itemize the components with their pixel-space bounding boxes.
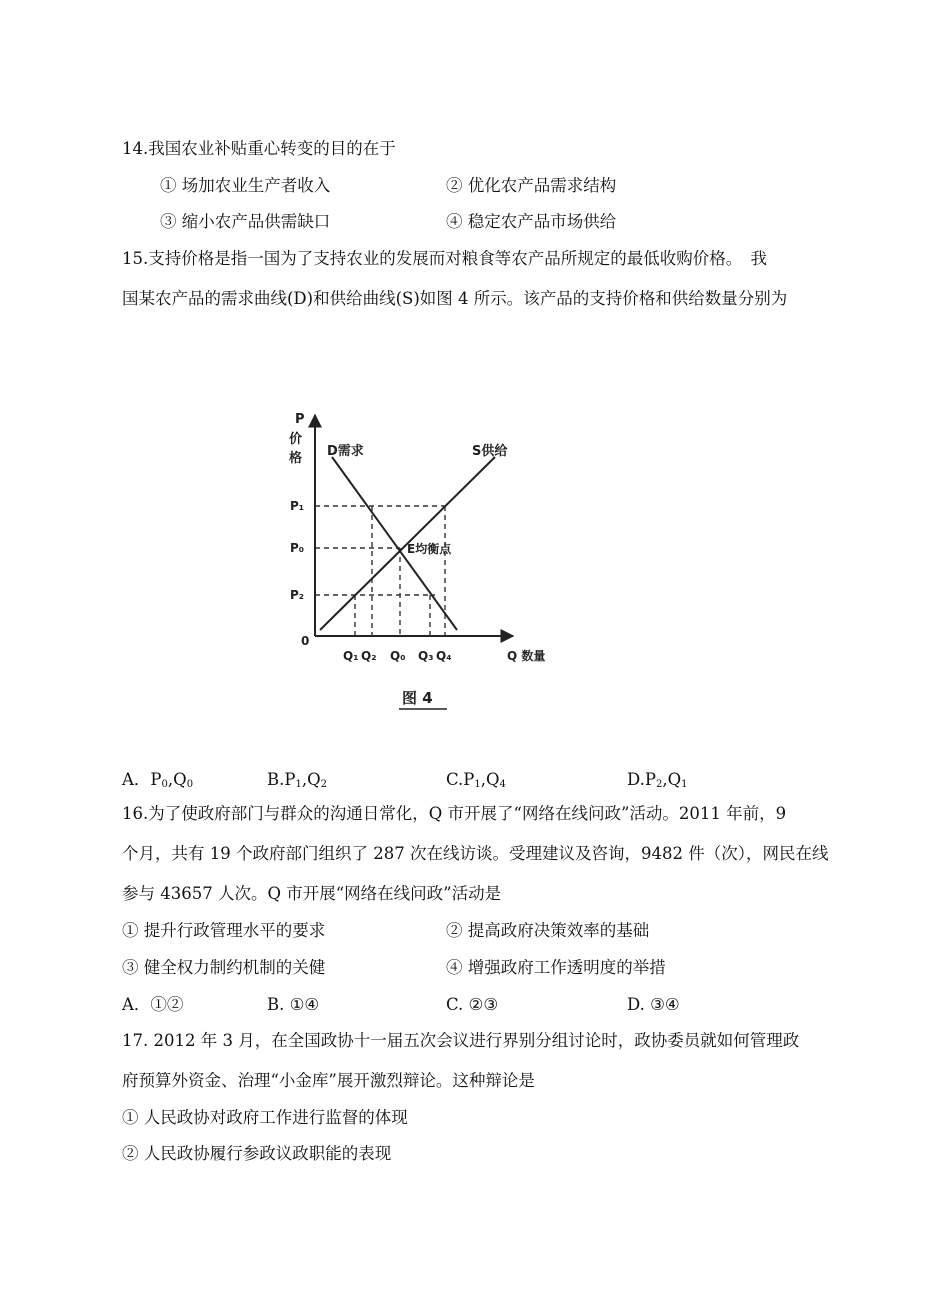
q15-stem-line-2: 国某农产品的需求曲线(D)和供给曲线(S)如图 4 所示。该产品的支持价格和供给数量分别为 — [122, 289, 788, 308]
p2-label: P₂ — [290, 588, 305, 602]
q17-option-1: ① 人民政协对政府工作进行监督的体现 — [122, 1108, 408, 1127]
q16-option-3: ③ 健全权力制约机制的关健 — [122, 958, 326, 977]
q16-stem-line-2: 个月，共有 19 个政府部门组织了 287 次在线访谈。受理建议及咨询，9482 件（次），网民在线 — [122, 844, 829, 863]
q17-stem-line-1: 17. 2012 年 3 月，在全国政协十一届五次会议进行界别分组讨论时，政协委员就如何管理政 — [122, 1031, 800, 1050]
q15-stem-line-1: 15.支持价格是指一国为了支持农业的发展而对粮食等农产品所规定的最低收购价格。 我 — [122, 249, 767, 268]
q16-option-1: ① 提升行政管理水平的要求 — [122, 921, 326, 940]
q16-option-a: A．①② — [122, 995, 184, 1014]
q16-option-d: D. ③④ — [627, 995, 680, 1014]
q14-option-1: ① 场加农业生产者收入 — [160, 176, 331, 195]
q4-label: Q₄ — [436, 649, 452, 663]
equilibrium-label: E均衡点 — [407, 542, 452, 556]
q1-label: Q₁ — [343, 649, 359, 663]
y-axis-label-p: P — [295, 412, 305, 427]
y-axis-label-jia: 价 — [289, 432, 303, 447]
q16-option-4: ④ 增强政府工作透明度的举措 — [446, 958, 666, 977]
q17-stem-line-2: 府预算外资金、治理“小金库”展开激烈辩论。这种辩论是 — [122, 1071, 535, 1090]
q16-option-b: B. ①④ — [267, 995, 320, 1014]
x-axis-label: Q 数量 — [507, 649, 546, 663]
q3-label: Q₃ — [418, 649, 434, 663]
q14-option-2: ② 优化农产品需求结构 — [446, 176, 617, 195]
q14-option-4: ④ 稳定农产品市场供给 — [446, 212, 617, 231]
p0-label: P₀ — [290, 541, 305, 555]
q15-option-a: A．$P_0,Q_0$ — [122, 770, 194, 790]
supply-demand-figure — [275, 393, 600, 718]
q17-option-2: ② 人民政协履行参政议政职能的表现 — [122, 1144, 392, 1163]
y-axis-label-ge: 格 — [289, 451, 303, 466]
figure-caption: 图 4 — [402, 689, 433, 707]
demand-label: D需求 — [327, 444, 364, 459]
q14-stem: 14.我国农业补贴重心转变的目的在于 — [122, 139, 396, 158]
q15-option-b: $B.P_1,Q_2$ — [267, 770, 328, 790]
q16-stem-line-1: 16.为了使政府部门与群众的沟通日常化，Q 市开展了“网络在线问政”活动。2011 年前，9 — [122, 804, 787, 823]
origin-label: 0 — [301, 634, 310, 648]
q16-option-2: ② 提高政府决策效率的基础 — [446, 921, 650, 940]
q16-stem-line-3: 参与 43657 人次。Q 市开展“网络在线问政”活动是 — [122, 884, 502, 903]
q2-label: Q₂ — [361, 649, 377, 663]
q14-option-3: ③ 缩小农产品供需缺口 — [160, 212, 331, 231]
q16-option-c: C. ②③ — [446, 995, 499, 1014]
p1-label: P₁ — [290, 499, 305, 513]
q0-label: Q₀ — [390, 649, 406, 663]
q15-option-d: $D.P_2,Q_1$ — [627, 770, 688, 790]
supply-label: S供给 — [472, 444, 508, 459]
q15-option-c: $C.P_1,Q_4$ — [446, 770, 506, 790]
